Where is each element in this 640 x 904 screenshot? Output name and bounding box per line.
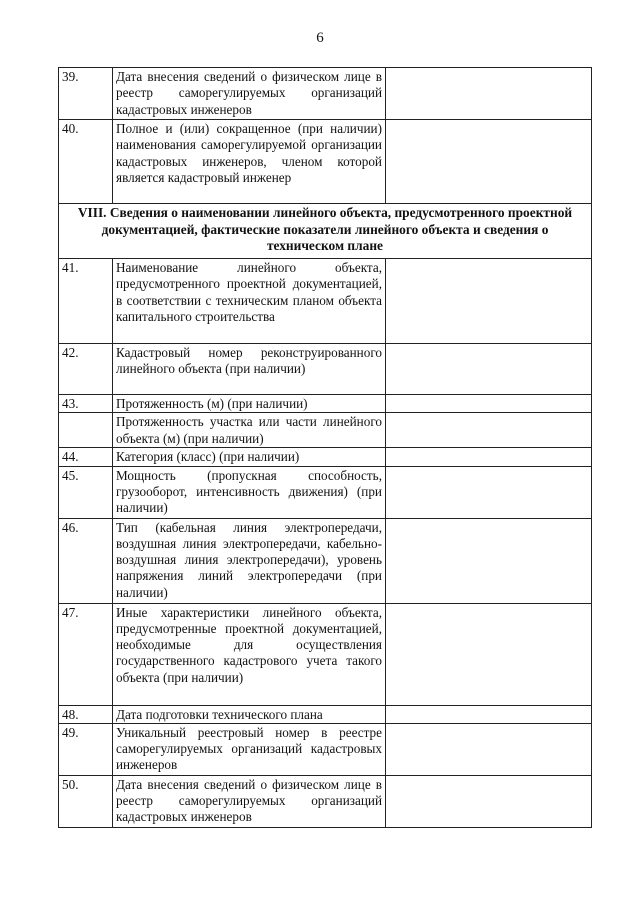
row-number: 47.: [59, 603, 113, 705]
form-table: [58, 67, 592, 828]
table-row: [59, 705, 592, 723]
table-row: [59, 775, 592, 827]
table-row: [59, 413, 592, 448]
row-number: 43.: [59, 395, 113, 413]
field-label: Категория (класс) (при наличии): [113, 448, 386, 466]
field-label: Протяженность (м) (при наличии): [113, 395, 386, 413]
table-row: [59, 395, 592, 413]
page-number: 6: [316, 30, 324, 46]
row-number: [59, 413, 113, 448]
row-number: 39.: [59, 68, 113, 120]
field-label: Кадастровый номер реконструированного линейного объекта (при наличии): [113, 344, 386, 395]
field-value[interactable]: [386, 259, 592, 344]
table-row: [59, 259, 592, 344]
table-row: [59, 603, 592, 705]
field-label: Уникальный реестровый номер в реестре саморегулируемых организаций кадастровых инженеров: [113, 723, 386, 775]
field-value[interactable]: [386, 120, 592, 204]
field-label: Дата внесения сведений о физическом лице в реестр саморегулируемых организаций кадастровых инженеров: [113, 68, 386, 120]
table-row: [59, 120, 592, 204]
table-row: [59, 344, 592, 395]
field-value[interactable]: [386, 448, 592, 466]
field-value[interactable]: [386, 603, 592, 705]
field-label: Протяженность участка или части линейного объекта (м) (при наличии): [113, 413, 386, 448]
row-number: 41.: [59, 259, 113, 344]
row-number: 46.: [59, 518, 113, 603]
field-label: Иные характеристики линейного объекта, предусмотренные проектной документацией, необходимые для осуществления государственного кадастрового учета такого объекта (при наличии): [113, 603, 386, 705]
row-number: 49.: [59, 723, 113, 775]
field-label: Дата внесения сведений о физическом лице в реестр саморегулируемых организаций кадастровых инженеров: [113, 775, 386, 827]
field-label: Наименование линейного объекта, предусмотренного проектной документацией, в соответствии с техническим планом объекта капитального строительства: [113, 259, 386, 344]
field-value[interactable]: [386, 466, 592, 518]
section-title: VIII. Сведения о наименовании линейного объекта, предусмотренного проектной документацией, фактические показатели линейного объекта и сведения о техническом плане: [59, 204, 592, 259]
field-value[interactable]: [386, 723, 592, 775]
field-value[interactable]: [386, 68, 592, 120]
table-row: [59, 723, 592, 775]
row-number: 50.: [59, 775, 113, 827]
table-row: [59, 448, 592, 466]
section-header-row: [59, 204, 592, 259]
field-label: Тип (кабельная линия электропередачи, воздушная линия электропередачи, кабельно-воздушная линия электропередачи), уровень напряжения линий электропередачи (при наличии): [113, 518, 386, 603]
table-row: [59, 466, 592, 518]
row-number: 48.: [59, 705, 113, 723]
row-number: 44.: [59, 448, 113, 466]
field-value[interactable]: [386, 705, 592, 723]
field-value[interactable]: [386, 518, 592, 603]
table-row: [59, 68, 592, 120]
field-value[interactable]: [386, 395, 592, 413]
row-number: 40.: [59, 120, 113, 204]
field-value[interactable]: [386, 344, 592, 395]
field-value[interactable]: [386, 775, 592, 827]
field-label: Дата подготовки технического плана: [113, 705, 386, 723]
table-row: [59, 518, 592, 603]
field-value[interactable]: [386, 413, 592, 448]
field-label: Полное и (или) сокращенное (при наличии) наименования саморегулируемой организации кадастровых инженеров, членом которой является кадастровый инженер: [113, 120, 386, 204]
row-number: 45.: [59, 466, 113, 518]
row-number: 42.: [59, 344, 113, 395]
field-label: Мощность (пропускная способность, грузооборот, интенсивность движения) (при наличии): [113, 466, 386, 518]
